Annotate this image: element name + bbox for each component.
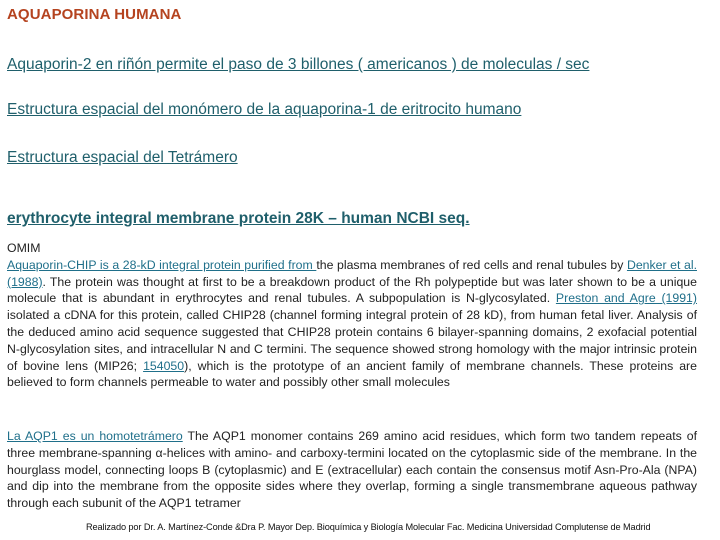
omim-text-2: . The protein was thought at first to be a breakdown product of the Rh polypeptide but was later shown to be a unique molecule that is abundant in erythrocytes and renal tubules. A subpopulation is N-glycosylated. [7, 274, 697, 306]
omim-heading: OMIM [7, 241, 41, 255]
monomer-structure-link[interactable]: Estructura espacial del monómero de la aquaporina-1 de eritrocito humano [7, 101, 522, 118]
homotetramer-link[interactable]: La AQP1 es un homotetrámero [7, 429, 183, 443]
ncbi-sequence-link[interactable]: erythrocyte integral membrane protein 28K – human NCBI seq. [7, 210, 470, 227]
aquaporin-chip-link[interactable]: Aquaporin-CHIP is a 28-kD integral protein purified from [7, 257, 317, 272]
omim-paragraph [7, 240, 697, 391]
tetramer-structure-link[interactable]: Estructura espacial del Tetrámero [7, 149, 238, 166]
aquaporin2-link[interactable]: Aquaporin-2 en riñón permite el paso de 3 billones ( americanos ) de moleculas / sec [7, 56, 590, 73]
omim-text-1: the plasma membranes of red cells and renal tubules by [316, 257, 627, 272]
omim-text-3: isolated a cDNA for this protein, called CHIP28 (channel forming integral protein of 28 kD), from human fetal liver. Analysis of the deduced amino acid sequence suggested that CHIP28 protein contains 6 bilayer-spanning domains, 2 exofacial potential N-glycosylation sites, and intracellular N and C termini. The sequence showed strong homology with the major intrinsic protein of bovine lens (MIP26; [7, 308, 697, 373]
omim-text-4: ), which is the prototype of an ancient family of membrane channels. These proteins are believed to form channels permeable to water and possibly other small molecules [7, 358, 697, 390]
footer-credit: Realizado por Dr. A. Martínez-Conde &Dra P. Mayor Dep. Bioquímica y Biología Molecular Fac. Medicina Universidad Complutense de Madrid [86, 522, 651, 532]
aqp1-paragraph [7, 428, 697, 512]
mim-154050-link[interactable]: 154050 [143, 358, 185, 373]
denker-link[interactable]: Denker et al. (1988) [7, 257, 697, 289]
aqp1-text: The AQP1 monomer contains 269 amino acid residues, which form two tandem repeats of three membrane-spanning α-helices with amino- and carboxy-termini located on the cytoplasmic side of the membrane. In the hourglass model, connecting loops B (cytoplasmic) and E (extracellular) each contain the consensus motif Asn-Pro-Ala (NPA) and dip into the membrane from the opposite sides where they overlap, forming a single transmembrane aqueous pathway through each subunit of the AQP1 tetramer [7, 429, 697, 511]
page-title: AQUAPORINA HUMANA [7, 6, 182, 23]
preston-agre-link[interactable]: Preston and Agre (1991) [555, 291, 697, 306]
